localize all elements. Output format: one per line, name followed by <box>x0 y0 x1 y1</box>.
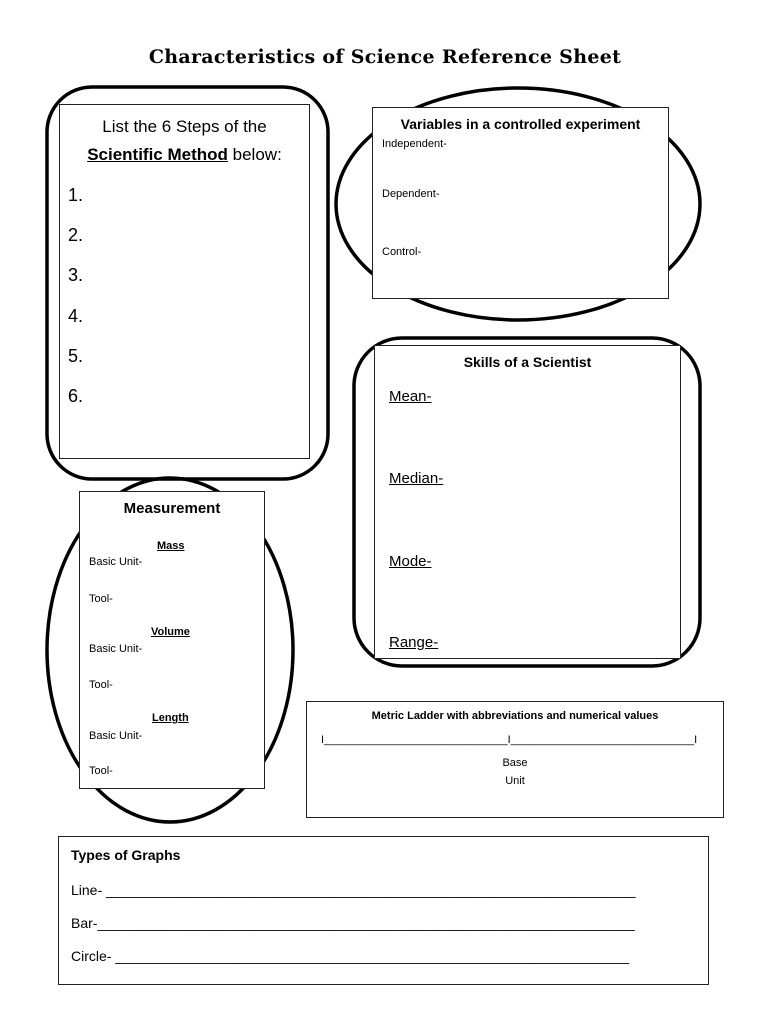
volume-basic-unit: Basic Unit- <box>89 643 143 655</box>
step-number: 3. <box>68 265 84 285</box>
skill-range: Range- <box>389 634 439 651</box>
skills-box <box>374 345 681 659</box>
metric-ladder-title: Metric Ladder with abbreviations and numerical values <box>371 710 659 722</box>
step-number: 4. <box>68 306 84 326</box>
volume-heading: Volume <box>151 626 190 638</box>
metric-ladder-box <box>306 701 724 818</box>
base-unit-label-line1: Base <box>502 757 528 769</box>
length-basic-unit: Basic Unit- <box>89 730 143 742</box>
dependent-variable-label: Dependent- <box>382 188 440 200</box>
base-unit-label-line2: Unit <box>505 775 525 787</box>
metric-ladder-line: I______________________________I______________________________I <box>321 734 698 746</box>
length-tool: Tool- <box>89 765 113 777</box>
steps-heading-line1: List the 6 Steps of the <box>102 117 267 136</box>
graph-line-row: Line- ____________________________________________________________________ <box>71 882 636 898</box>
scientific-method-term: Scientific Method <box>87 145 228 164</box>
measurement-title: Measurement <box>123 500 221 517</box>
graph-bar-row: Bar-_____________________________________________________________________ <box>71 915 635 931</box>
measurement-box <box>79 491 265 789</box>
graphs-box <box>58 836 709 985</box>
volume-tool: Tool- <box>89 679 113 691</box>
skill-mode: Mode- <box>389 553 432 570</box>
independent-variable-label: Independent- <box>382 138 447 150</box>
skill-mean: Mean- <box>389 388 432 405</box>
control-variable-label: Control- <box>382 246 422 258</box>
step-number: 6. <box>68 386 84 406</box>
step-number: 5. <box>68 346 84 366</box>
graph-circle-row: Circle- __________________________________________________________________ <box>71 948 630 964</box>
skill-median: Median- <box>389 470 444 487</box>
step-number: 1. <box>68 185 84 205</box>
mass-basic-unit: Basic Unit- <box>89 556 143 568</box>
length-heading: Length <box>152 712 189 724</box>
scientific-method-box <box>59 104 310 459</box>
mass-tool: Tool- <box>89 593 113 605</box>
variables-box <box>372 107 669 299</box>
skills-title: Skills of a Scientist <box>463 354 592 370</box>
page-title: Characteristics of Science Reference Sheet <box>148 46 622 68</box>
steps-heading-rest: below: <box>227 145 282 164</box>
graphs-title: Types of Graphs <box>71 847 181 863</box>
step-number: 2. <box>68 225 84 245</box>
variables-title: Variables in a controlled experiment <box>400 116 641 132</box>
mass-heading: Mass <box>157 540 185 552</box>
